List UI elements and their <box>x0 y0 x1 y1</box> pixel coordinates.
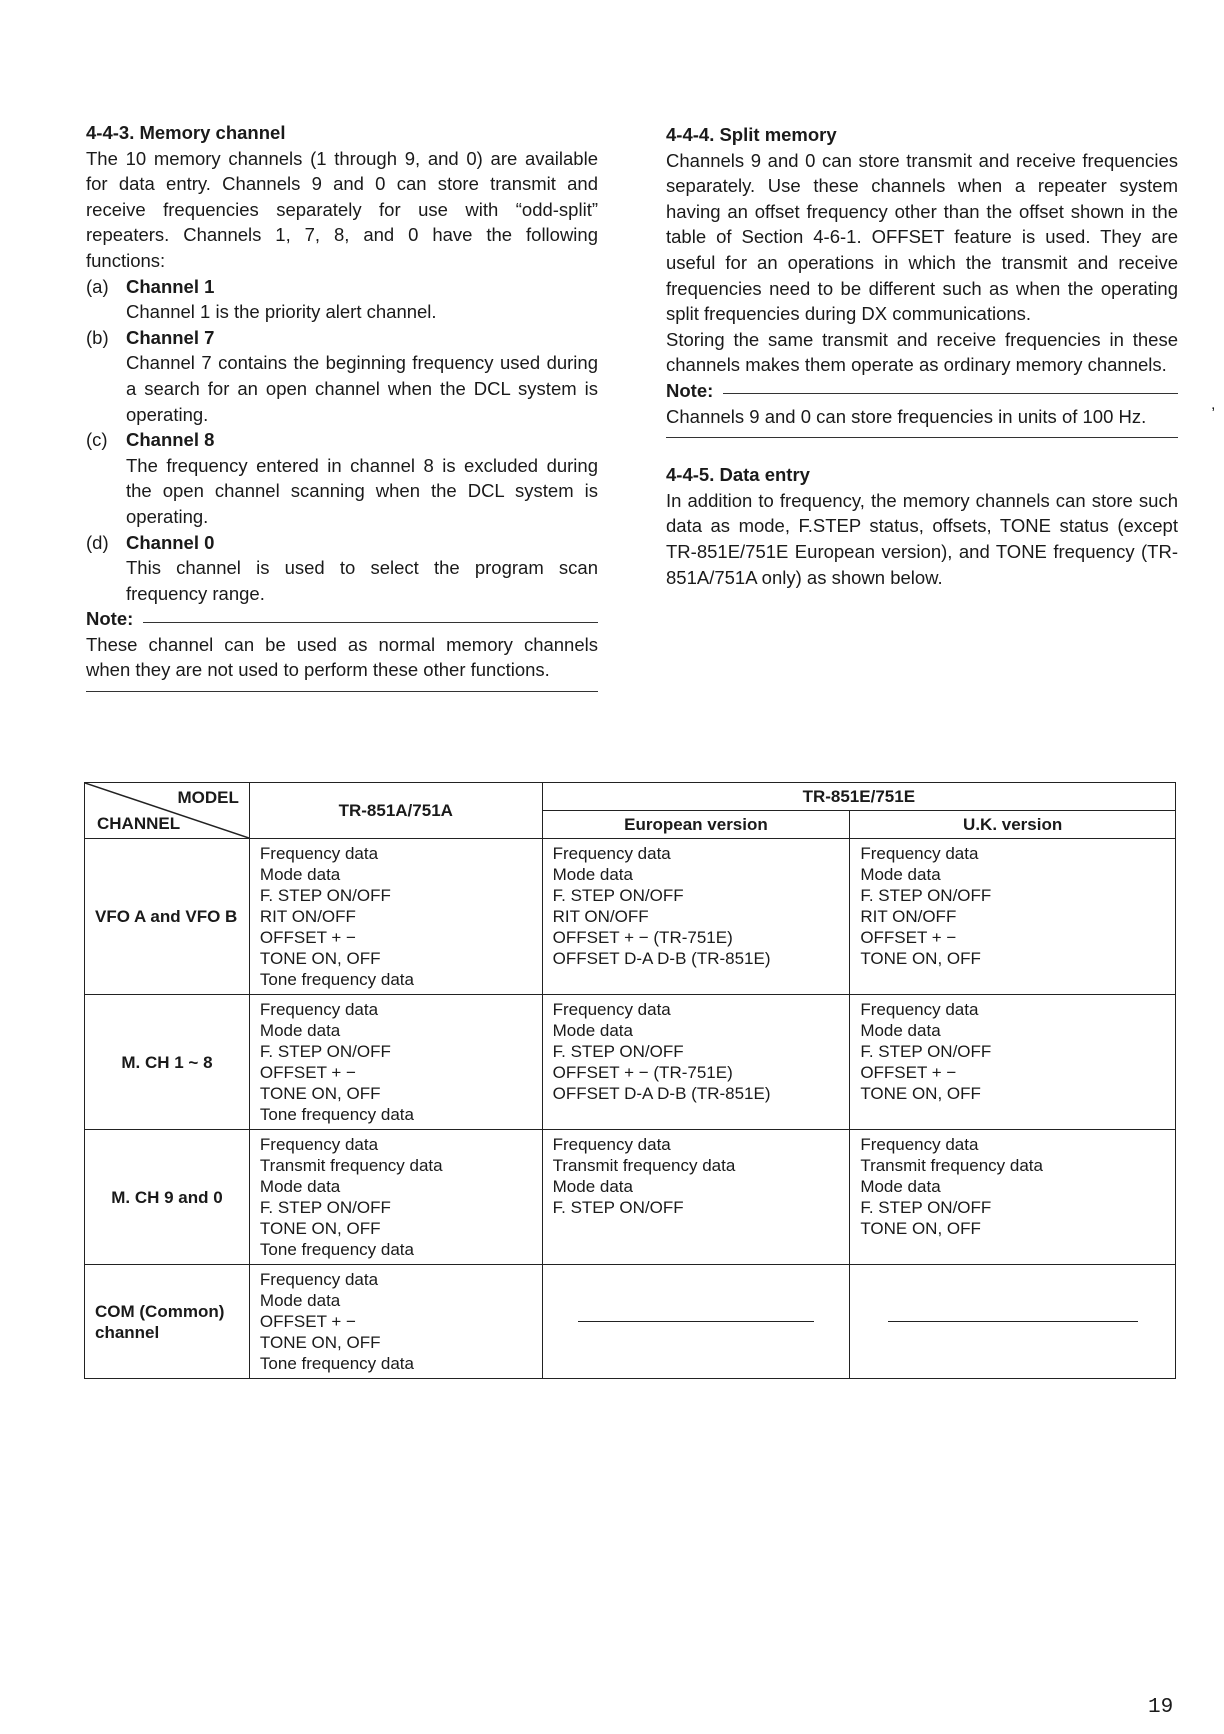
split-memory-para: Channels 9 and 0 can store transmit and receive frequencies separately. Use these channels when a repeater system having an offset frequency other than the offset shown in the table of Section 4-6-1. OFFSET feature is used. They are useful for an operations in which the transmit and receive frequencies need to be different such as when the operating split frequencies during DX communications. <box>666 149 1178 325</box>
memory-data-table <box>84 782 1176 1379</box>
dash-line <box>578 1321 813 1322</box>
cell-line: Frequency data <box>259 1000 379 1019</box>
list-title: Channel 8 <box>126 429 215 451</box>
cell-a <box>249 995 542 1130</box>
corner-model-label: MODEL <box>177 788 239 807</box>
margin-mark: , <box>1211 396 1216 413</box>
cell-line: Frequency data <box>259 844 379 863</box>
cell-line: Frequency data <box>860 1000 979 1019</box>
subheader-uk: U.K. version <box>850 811 1176 839</box>
cell-line: TONE ON, OFF <box>860 1219 981 1238</box>
list-item-c <box>86 427 598 453</box>
cell-a <box>249 1265 542 1379</box>
cell-line: Mode data <box>552 865 633 884</box>
data-entry-heading: 4-4-5. Data entry <box>666 464 810 486</box>
list-title: Channel 7 <box>126 326 215 348</box>
cell-a <box>249 839 542 995</box>
list-label: (a) <box>86 275 109 297</box>
cell-line: Frequency data <box>552 844 671 863</box>
note-text: Channels 9 and 0 can store frequencies in units of 100 Hz. <box>666 405 1147 427</box>
cell-line: RIT ON/OFF <box>860 907 957 926</box>
table-row <box>85 1130 1176 1265</box>
channel-cell: VFO A and VFO B <box>85 839 250 995</box>
table-row <box>85 1265 1176 1379</box>
col-header-a: TR-851A/751A <box>249 783 542 839</box>
cell-line: Mode data <box>552 1021 633 1040</box>
dash-line <box>888 1321 1138 1322</box>
cell-line: Tone frequency data <box>259 970 414 989</box>
cell-line: F. STEP ON/OFF <box>259 1198 391 1217</box>
cell-line: Frequency data <box>259 1270 379 1289</box>
note-line <box>666 378 1178 404</box>
list-label: (c) <box>86 429 108 451</box>
page-number: 19 <box>1148 1696 1174 1719</box>
cell-uk-empty <box>850 1265 1176 1379</box>
left-column <box>86 120 598 692</box>
cell-line: Mode data <box>259 865 341 884</box>
split-memory-heading: 4-4-4. Split memory <box>666 124 837 145</box>
list-title: Channel 1 <box>126 275 215 297</box>
col-header-e: TR-851E/751E <box>542 783 1175 811</box>
note-rule <box>723 393 1178 394</box>
cell-line: F. STEP ON/OFF <box>259 1042 391 1061</box>
cell-a <box>249 1130 542 1265</box>
cell-line: Tone frequency data <box>259 1105 414 1124</box>
channel-cell: M. CH 1 ~ 8 <box>85 995 250 1130</box>
cell-line: OFFSET + − <box>860 928 957 947</box>
list-item-b <box>86 325 598 351</box>
cell-line: Transmit frequency data <box>860 1156 1043 1175</box>
list-text: Channel 7 contains the beginning frequency used during a search for an open channel when the DCL system is operating. <box>126 352 598 425</box>
cell-line: RIT ON/OFF <box>259 907 356 926</box>
corner-header <box>85 783 250 839</box>
cell-line: TONE ON, OFF <box>860 1084 981 1103</box>
cell-line: Transmit frequency data <box>259 1156 443 1175</box>
list-item-a <box>86 274 598 300</box>
list-text: Channel 1 is the priority alert channel. <box>126 301 437 323</box>
list-text: The frequency entered in channel 8 is excluded during the open channel scanning when the DCL system is operating. <box>126 454 598 527</box>
cell-eu <box>542 839 850 995</box>
memory-channel-intro: The 10 memory channels (1 through 9, and 0) are available for data entry. Channels 9 and 0 can store transmit and receive frequencies separately for use with “odd-split” repeaters. Channels 1, 7, 8, and 0 have the following functions: <box>86 147 598 271</box>
cell-line: OFFSET + − <box>259 1312 356 1331</box>
cell-line: OFFSET + − (TR-751E) <box>552 1063 733 1082</box>
list-item-d <box>86 530 598 556</box>
cell-line: F. STEP ON/OFF <box>552 1042 684 1061</box>
subheader-eu: European version <box>542 811 850 839</box>
cell-line: Transmit frequency data <box>552 1156 736 1175</box>
cell-line: Mode data <box>259 1177 341 1196</box>
note-line <box>86 606 598 632</box>
table-row <box>85 839 1176 995</box>
cell-line: F. STEP ON/OFF <box>552 886 684 905</box>
split-memory-para-2: Storing the same transmit and receive frequencies in these channels makes them operate as ordinary memory channels. <box>666 328 1178 376</box>
cell-line: Frequency data <box>552 1000 671 1019</box>
cell-line: TONE ON, OFF <box>259 1219 381 1238</box>
cell-line: Frequency data <box>860 844 979 863</box>
cell-line: F. STEP ON/OFF <box>552 1198 684 1217</box>
cell-line: F. STEP ON/OFF <box>860 1042 992 1061</box>
cell-uk <box>850 995 1176 1130</box>
cell-line: F. STEP ON/OFF <box>259 886 391 905</box>
cell-line: Tone frequency data <box>259 1240 414 1259</box>
cell-line: TONE ON, OFF <box>259 1084 381 1103</box>
cell-line: OFFSET + − <box>259 1063 356 1082</box>
cell-line: Tone frequency data <box>259 1354 414 1373</box>
note-end-rule <box>86 691 598 692</box>
note-end-rule <box>666 437 1178 438</box>
cell-line: Mode data <box>860 865 941 884</box>
cell-line: Mode data <box>860 1177 941 1196</box>
cell-line: OFFSET + − <box>860 1063 957 1082</box>
list-label: (d) <box>86 531 109 553</box>
cell-line: TONE ON, OFF <box>259 949 381 968</box>
corner-channel-label: CHANNEL <box>97 814 181 833</box>
list-label: (b) <box>86 326 109 348</box>
cell-line: RIT ON/OFF <box>552 907 649 926</box>
cell-line: Frequency data <box>860 1135 979 1154</box>
cell-eu <box>542 995 850 1130</box>
note-label: Note: <box>86 608 134 630</box>
cell-line: OFFSET D-A D-B (TR-851E) <box>552 949 771 968</box>
list-text: This channel is used to select the program scan frequency range. <box>126 557 598 604</box>
table-header-row <box>85 783 1176 811</box>
cell-line: Mode data <box>259 1021 341 1040</box>
channel-cell: COM (Common) channel <box>85 1265 250 1379</box>
data-entry-para: In addition to frequency, the memory channels can store such data as mode, F.STEP status, offsets, TONE status (except TR-851E/751E European version), and TONE frequency (TR-851A/751A only) as shown below. <box>666 489 1178 588</box>
table-row <box>85 995 1176 1130</box>
cell-line: Mode data <box>259 1291 341 1310</box>
cell-line: TONE ON, OFF <box>259 1333 381 1352</box>
cell-line: TONE ON, OFF <box>860 949 981 968</box>
cell-line: Frequency data <box>552 1135 671 1154</box>
cell-line: OFFSET + − <box>259 928 356 947</box>
cell-eu <box>542 1130 850 1265</box>
cell-line: Mode data <box>860 1021 941 1040</box>
cell-uk <box>850 1130 1176 1265</box>
memory-channel-heading: 4-4-3. Memory channel <box>86 122 286 143</box>
cell-line: Frequency data <box>259 1135 379 1154</box>
channel-cell: M. CH 9 and 0 <box>85 1130 250 1265</box>
list-title: Channel 0 <box>126 531 215 553</box>
cell-line: F. STEP ON/OFF <box>860 1198 992 1217</box>
cell-uk <box>850 839 1176 995</box>
cell-line: OFFSET D-A D-B (TR-851E) <box>552 1084 771 1103</box>
cell-line: OFFSET + − (TR-751E) <box>552 928 733 947</box>
note-label: Note: <box>666 379 714 401</box>
right-column <box>666 122 1178 590</box>
note-text: These channel can be used as normal memory channels when they are not used to perform these other functions. <box>86 633 598 681</box>
cell-eu-empty <box>542 1265 850 1379</box>
note-rule <box>143 622 598 623</box>
cell-line: F. STEP ON/OFF <box>860 886 992 905</box>
cell-line: Mode data <box>552 1177 633 1196</box>
